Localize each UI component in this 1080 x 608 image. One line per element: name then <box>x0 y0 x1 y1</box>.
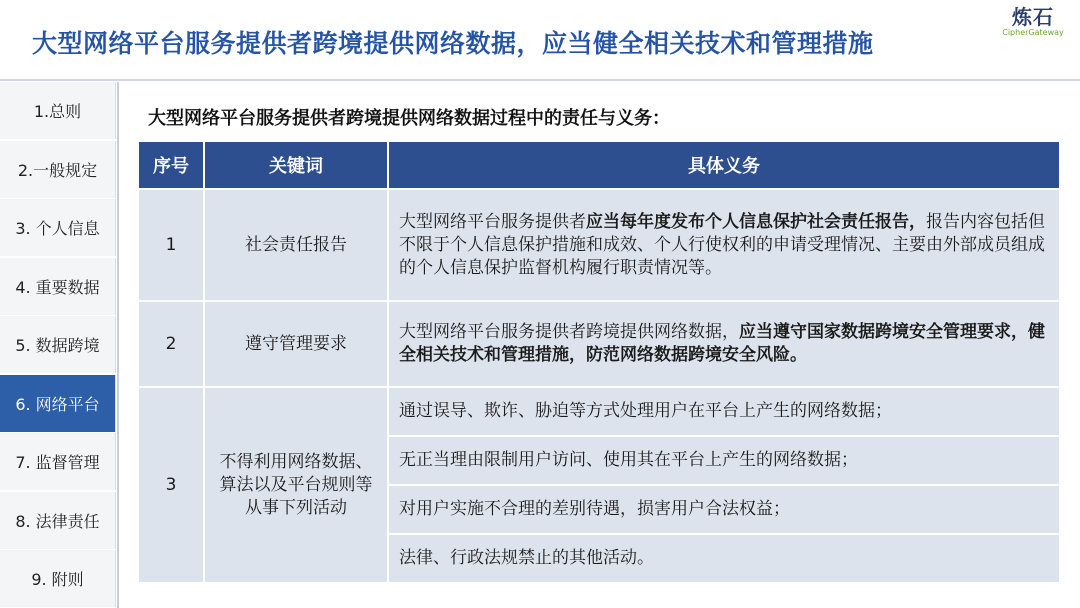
duty-text: 大型网络平台服务提供者 <box>399 211 586 232</box>
row-duty <box>389 190 1059 300</box>
logo-text: 炼石 <box>1012 5 1054 29</box>
row-keyword: 社会责任报告 <box>205 190 387 300</box>
sidebar-item-provisions[interactable]: 2.一般规定 <box>0 141 116 198</box>
row-keyword: 遵守管理要求 <box>205 302 387 386</box>
duties-table <box>137 140 1061 584</box>
row-number: 1 <box>139 190 203 300</box>
logo-subtext: CipherGateway <box>1002 28 1064 37</box>
sidebar-item-appendix[interactable]: 9. 附则 <box>0 550 116 607</box>
column-header-duty: 具体义务 <box>389 142 1059 188</box>
sidebar-item-general[interactable]: 1.总则 <box>0 82 116 139</box>
duty-text: 报告内容包括但不限于个人信息保护措施和成效、个人行使权利的申请受理情况、主要由外部成员组成的个人信息保护监督机构履行职责情况等。 <box>399 211 1045 278</box>
sidebar-item-personal-info[interactable]: 3. 个人信息 <box>0 199 116 256</box>
sidebar-item-legal-liability[interactable]: 8. 法律责任 <box>0 492 116 549</box>
sidebar-item-supervision[interactable]: 7. 监督管理 <box>0 433 116 490</box>
row-duty <box>389 302 1059 386</box>
duty-emphasis: 应当遵守国家数据跨境安全管理要求，健全相关技术和管理措施，防范网络数据跨境安全风险。 <box>399 322 1045 365</box>
row-number: 3 <box>139 388 203 582</box>
sidebar-item-network-platform[interactable]: 6. 网络平台 <box>0 375 116 432</box>
row-number: 2 <box>139 302 203 386</box>
row-keyword: 不得利用网络数据、算法以及平台规则等从事下列活动 <box>205 388 387 582</box>
sidebar-item-cross-border[interactable]: 5. 数据跨境 <box>0 316 116 373</box>
column-header-keyword: 关键词 <box>205 142 387 188</box>
row-duty: 无正当理由限制用户访问、使用其在平台上产生的网络数据； <box>389 437 1059 484</box>
table-header-row <box>139 142 1059 188</box>
page-title: 大型网络平台服务提供者跨境提供网络数据，应当健全相关技术和管理措施 <box>32 29 874 58</box>
section-subtitle: 大型网络平台服务提供者跨境提供网络数据过程中的责任与义务： <box>148 108 670 129</box>
sidebar-item-important-data[interactable]: 4. 重要数据 <box>0 258 116 315</box>
row-duty: 法律、行政法规禁止的其他活动。 <box>389 535 1059 582</box>
row-duty: 通过误导、欺诈、胁迫等方式处理用户在平台上产生的网络数据； <box>389 388 1059 435</box>
duty-text: 大型网络平台服务提供者跨境提供网络数据， <box>399 322 739 342</box>
sidebar-nav <box>0 82 116 608</box>
table-row <box>139 190 1059 300</box>
header-divider <box>0 79 1080 81</box>
row-duty: 对用户实施不合理的差别待遇，损害用户合法权益； <box>389 486 1059 533</box>
brand-logo <box>998 6 1068 38</box>
column-header-no: 序号 <box>139 142 203 188</box>
table-row <box>139 302 1059 386</box>
table-row <box>139 388 1059 435</box>
content-divider <box>117 82 119 608</box>
duty-emphasis: 应当每年度发布个人信息保护社会责任报告， <box>586 211 926 232</box>
